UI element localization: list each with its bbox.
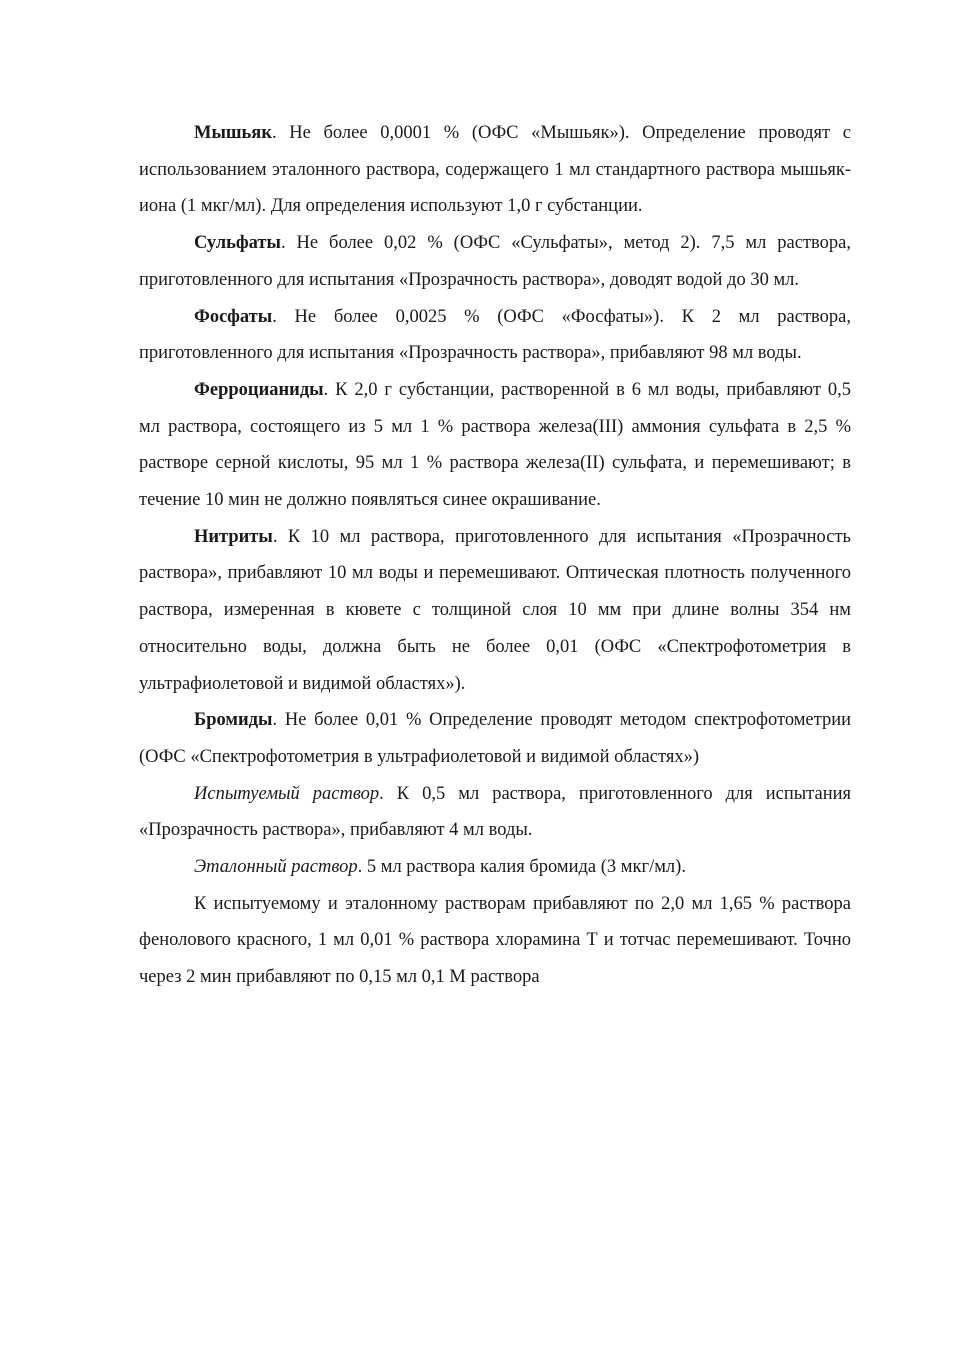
paragraph-test-solution: [139, 776, 851, 849]
paragraph-arsenic: [139, 115, 851, 225]
paragraph-reference-solution: [139, 849, 851, 886]
heading-reference-solution: Эталонный раствор: [194, 857, 358, 878]
heading-nitrites: Нитриты: [194, 526, 273, 547]
heading-test-solution: Испытуемый раствор: [194, 783, 380, 804]
heading-arsenic: Мышьяк: [194, 123, 272, 143]
paragraph-text: . Не более 0,02 % (ОФС «Сульфаты», метод 2). 7,5 мл раствора, приготовленного для испытания «Прозрачность раствора», доводят водой до 30 мл.: [139, 233, 851, 290]
paragraph-procedure: [139, 886, 851, 996]
heading-bromides: Бромиды: [194, 710, 273, 731]
heading-ferrocyanides: Ферроцианиды: [194, 379, 324, 400]
paragraph-text: . К 0,5 мл раствора, приготовленного для испытания «Прозрачность раствора», прибавляют 4 мл воды.: [139, 783, 852, 841]
document-body: [139, 115, 851, 996]
paragraph-nitrites: [139, 519, 851, 703]
paragraph-text: . Не более 0,0025 % (ОФС «Фосфаты»). К 2 мл раствора, приготовленного для испытания «Прозрачность раствора», прибавляют 98 мл воды.: [139, 306, 851, 364]
paragraph-text: . Не более 0,0001 % (ОФС «Мышьяк»). Определение проводят с использованием эталонного раствора, содержащего 1 мл стандартного раствора мышьяк-иона (1 мкг/мл). Для определения используют 1,0 г субстанции.: [139, 123, 851, 217]
paragraph-phosphates: [139, 299, 851, 372]
paragraph-text: . К 10 мл раствора, приготовленного для испытания «Прозрачность раствора», прибавляют 10 мл воды и перемешивают. Оптическая плотность полученного раствора, измеренная в кювете с толщиной слоя 10 мм при длине волны 354 нм относительно воды, должна быть не более 0,01 (ОФС «Спектрофотометрия в ультрафиолетовой и видимой областях»).: [139, 526, 851, 694]
paragraph-text: . К 2,0 г субстанции, растворенной в 6 мл воды, прибавляют 0,5 мл раствора, состоящего из 5 мл 1 % раствора железа(III) аммония сульфата в 2,5 % растворе серной кислоты, 95 мл 1 % раствора железа(II) сульфата, и перемешивают; в течение 10 мин не должно появляться синее окрашивание.: [139, 379, 851, 511]
paragraph-ferrocyanides: [139, 372, 851, 519]
paragraph-text: К испытуемому и эталонному растворам прибавляют по 2,0 мл 1,65 % раствора фенолового красного, 1 мл 0,01 % раствора хлорамина Т и тотчас перемешивают. Точно через 2 мин прибавляют по 0,15 мл 0,1 М раствора: [139, 893, 851, 988]
paragraph-sulfates: [139, 225, 851, 298]
paragraph-text: . 5 мл раствора калия бромида (3 мкг/мл).: [357, 857, 686, 878]
heading-sulfates: Сульфаты: [194, 233, 281, 254]
paragraph-text: . Не более 0,01 % Определение проводят методом спектрофотометрии (ОФС «Спектрофотометрия в ультрафиолетовой и видимой областях»): [139, 710, 851, 767]
heading-phosphates: Фосфаты: [194, 306, 273, 327]
paragraph-bromides: [139, 702, 851, 775]
